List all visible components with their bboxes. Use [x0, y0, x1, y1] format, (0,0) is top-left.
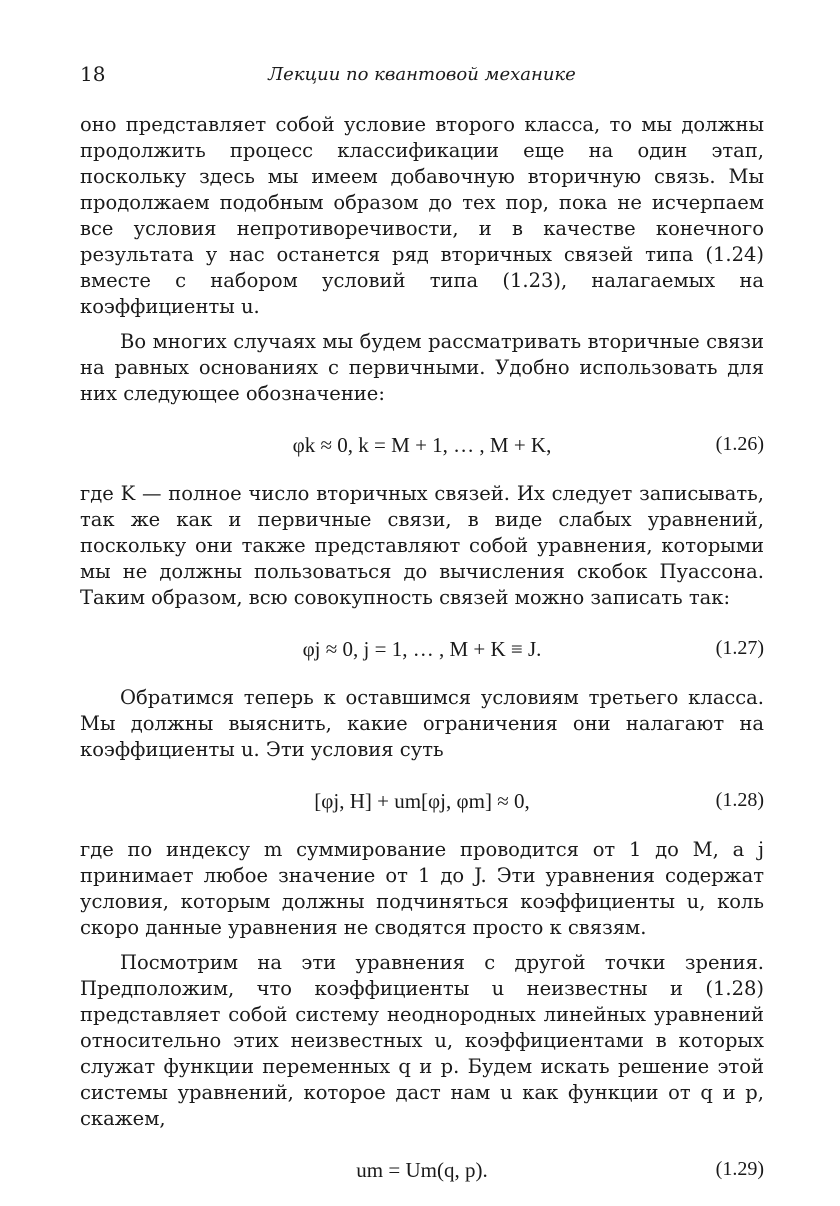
equation-number: (1.26) [715, 433, 764, 455]
equation-body: um = Um(q, p). [356, 1158, 488, 1182]
equation-body: φk ≈ 0, k = M + 1, … , M + K, [292, 433, 552, 457]
equation-1-27 [80, 629, 764, 669]
equation-body: φj ≈ 0, j = 1, … , M + K ≡ J. [302, 637, 542, 661]
paragraph-3: где K — полное число вторичных связей. Их следует записывать, так же как и первичные связи, в виде слабых уравнений, поскольку они также представляют собой уравнения, которыми мы не должны пользоваться до вычисления скобок Пуассона. Таким образом, всю совокупность связей можно записать так: [80, 482, 764, 609]
paragraph-6: Посмотрим на эти уравнения с другой точки зрения. Предположим, что коэффициенты u неизвестны и (1.28) представляет собой систему неоднородных линейных уравнений относительно этих неизвестных u, коэффициентами в которых служат функции переменных q и p. Будем искать решение этой системы уравнений, которое даст нам u как функции от q и p, скажем, [80, 951, 764, 1130]
page-header [80, 62, 764, 94]
page [80, 62, 764, 1206]
body-text [80, 112, 764, 1190]
equation-1-26 [80, 425, 764, 465]
equation-1-29 [80, 1150, 764, 1190]
equation-body: [φj, H] + um[φj, φm] ≈ 0, [314, 789, 530, 813]
equation-number: (1.29) [715, 1158, 764, 1180]
paragraph-2: Во многих случаях мы будем рассматривать вторичные связи на равных основаниях с первичными. Удобно использовать для них следующее обозначение: [80, 330, 764, 405]
running-title: Лекции по квантовой механике [268, 64, 576, 85]
paragraph-4: Обратимся теперь к оставшимся условиям третьего класса. Мы должны выяснить, какие ограничения они налагают на коэффициенты u. Эти условия суть [80, 686, 764, 761]
paragraph-5: где по индексу m суммирование проводится от 1 до M, а j принимает любое значение от 1 до J. Эти уравнения содержат условия, которым должны подчиняться коэффициенты u, коль скоро данные уравнения не сводятся просто к связям. [80, 838, 764, 939]
page-number: 18 [80, 62, 106, 86]
equation-1-28 [80, 781, 764, 821]
equation-number: (1.28) [715, 789, 764, 811]
paragraph-1: оно представляет собой условие второго класса, то мы должны продолжить процесс классификации еще на один этап, поскольку здесь мы имеем добавочную вторичную связь. Мы продолжаем подобным образом до тех пор, пока не исчерпаем все условия непротиворечивости, и в качестве конечного результата у нас останется ряд вторичных связей типа (1.24) вместе с набором условий типа (1.23), налагаемых на коэффициенты u. [80, 113, 764, 318]
equation-number: (1.27) [715, 637, 764, 659]
